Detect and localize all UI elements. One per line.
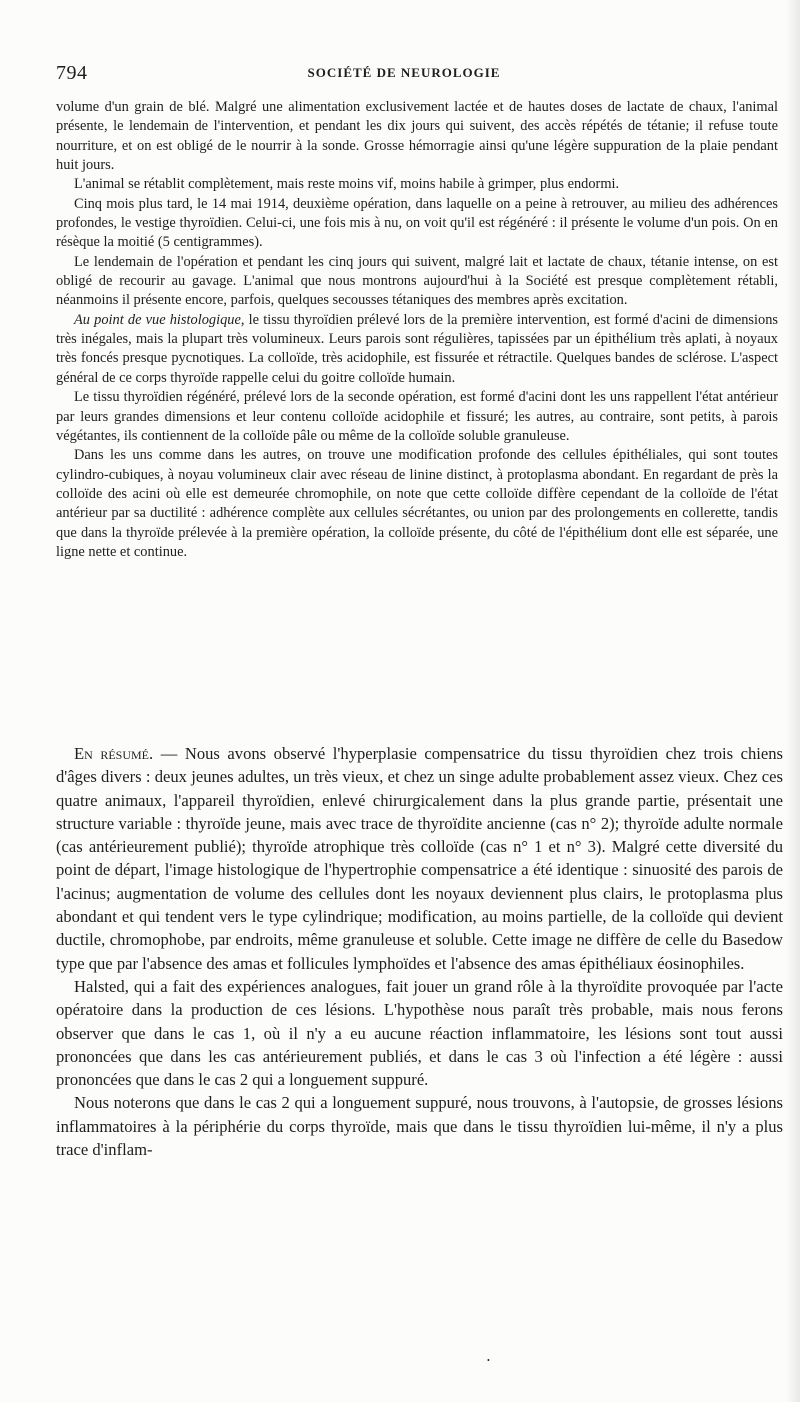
- paragraph: Halsted, qui a fait des expériences analogues, fait jouer un grand rôle à la thyroïdite provoquée par l'acte opératoire dans la production de ces lésions. L'hypothèse nous paraît très probable, mais nous ferons observer que dans le cas 1, où il n'y a eu aucune réaction inflammatoire, les lésions sont tout aussi prononcées que dans les cas antérieurement publiés, et dans le cas 3 où l'infection a été légère : aussi prononcées que dans le cas 2 qui a longuement suppuré.: [56, 976, 783, 1090]
- histology-lead: Au point de vue histologique,: [74, 311, 245, 328]
- paragraph: Le tissu thyroïdien régénéré, prélevé lors de la seconde opération, est formé d'acini dont les uns rappellent l'état antérieur par leurs grandes dimensions et leur contenu colloïde acidophile et fissuré; les autres, au contraire, sont petits, à parois végétantes, ils contiennent de la colloïde pâle ou même de la colloïde soluble granuleuse.: [56, 389, 778, 444]
- page-header: [56, 62, 752, 86]
- histology-text: le tissu thyroïdien prélevé lors de la première intervention, est formé d'acini de dimensions très inégales, mais la plupart très volumineux. Leurs parois sont régulières, tapissées par un épithélium très aplati, à noyaux très foncés presque pycnotiques. La colloïde, très acidophile, est fissurée et rétractile. Quelques bandes de sclérose. L'aspect général de ce corps thyroïde rappelle celui du goitre colloïde humain.: [56, 311, 779, 386]
- page-number: 794: [56, 62, 88, 84]
- page-edge-shadow: [786, 0, 800, 1402]
- case-report-text: [56, 98, 778, 562]
- summary-text: [56, 742, 783, 1161]
- histology-paragraph: [56, 311, 778, 388]
- paragraph: Nous noterons que dans le cas 2 qui a longuement suppuré, nous trouvons, à l'autopsie, de grosses lésions inflammatoires à la périphérie du corps thyroïde, mais que dans le tissu thyroïdien lui-même, il n'y a plus trace d'inflam-: [56, 1093, 783, 1160]
- footer-mark: •: [487, 1356, 490, 1365]
- summary-body: — Nous avons observé l'hyperplasie compensatrice du tissu thyroïdien chez trois chiens d'âges divers : deux jeunes adultes, un très vieux, et chez un singe adulte probablement assez vieux. Chez ces quatre animaux, l'appareil thyroïdien, enlevé chirurgicalement dans la plus grande partie, présentait une structure variable : thyroïde jeune, mais avec trace de thyroïdite ancienne (cas n° 2); thyroïde adulte normale (cas antérieurement publié); thyroïde atrophique très colloïde (cas n° 1 et n° 3). Malgré cette diversité du point de départ, l'image histologique de l'hypertrophie compensatrice a été identique : sinuosité des parois de l'acinus; augmentation de volume des cellules dont les noyaux deviennent plus clairs, le protoplasma plus abondant et qui tendent vers le type cylindrique; modification, au moins partielle, de la colloïde qui devient ductile, chromophobe, par endroits, même granuleuse et soluble. Cette image ne diffère de celle du Basedow type que par l'absence des amas et follicules lymphoïdes et l'absence des amas épithéliaux éosinophiles.: [56, 744, 783, 973]
- paragraph: Dans les uns comme dans les autres, on trouve une modification profonde des cellules épithéliales, qui sont toutes cylindro-cubiques, à noyau volumineux clair avec réseau de linine distinct, à protoplasma abondant. En regardant de près la colloïde des acini où elle est demeurée chromophile, on note que cette colloïde diffère cependant de la colloïde de l'état antérieur par sa ductilité : adhérence complète aux cellules sécrétantes, ou union par des prolongements en collerette, tandis que dans la thyroïde prélevée à la première opération, la colloïde présente, du côté de l'épithélium dont elle est séparée, une ligne nette et continue.: [56, 447, 778, 560]
- summary-paragraph: [56, 742, 783, 975]
- paragraph: volume d'un grain de blé. Malgré une alimentation exclusivement lactée et de hautes doses de lactate de chaux, l'animal présente, le lendemain de l'intervention, et pendant les dix jours qui suivent, des accès répétés de tétanie; il refuse toute nourriture, et on est obligé de le nourrir à la sonde. Grosse hémorragie ainsi qu'une légère suppuration de la plaie pendant huit jours.: [56, 99, 778, 174]
- paragraph: Le lendemain de l'opération et pendant les cinq jours qui suivent, malgré lait et lactate de chaux, tétanie intense, on est obligé de recourir au gavage. L'animal que nous montrons aujourd'hui à la Société est presque complètement rétabli, néanmoins il présente encore, parfois, quelques secousses tétaniques des membres après excitation.: [56, 253, 778, 309]
- paragraph: L'animal se rétablit complètement, mais reste moins vif, moins habile à grimper, plus endormi.: [74, 176, 620, 193]
- paragraph: Cinq mois plus tard, le 14 mai 1914, deuxième opération, dans laquelle on a peine à retrouver, au milieu des adhérences profondes, le vestige thyroïdien. Celui-ci, une fois mis à nu, on voit qu'il est régénéré : il présente le volume d'un pois. On en résèque la moitié (5 centigrammes).: [56, 195, 778, 251]
- running-title: SOCIÉTÉ DE NEUROLOGIE: [307, 65, 501, 80]
- summary-label: En résumé.: [74, 744, 154, 763]
